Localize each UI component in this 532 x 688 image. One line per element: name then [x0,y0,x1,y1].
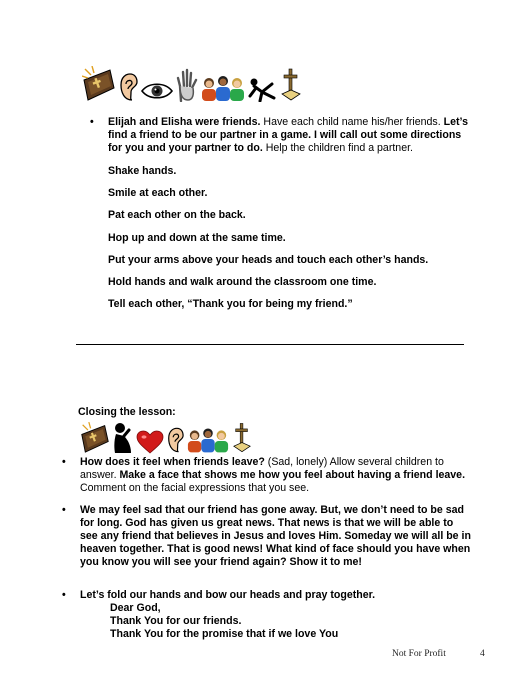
bullet-marker: • [62,456,66,468]
children-group-icon [186,426,230,454]
cross-icon [280,68,302,102]
direction-item: Tell each other, “Thank you for being my friend.” [108,298,353,310]
children-group-icon [200,74,246,102]
exercise-figure-icon [248,76,278,102]
prayer-line: Thank You for the promise that if we love You [110,628,339,640]
direction-item: Smile at each other. [108,187,208,199]
bullet-marker: • [62,504,66,516]
hand-icon [176,68,198,102]
prayer-intro: Let’s fold our hands and bow our heads and pray together. [80,589,376,601]
page-number: 4 [480,649,485,659]
closing-item-good-news [62,504,472,569]
closing-item-prayer [62,589,472,641]
direction-item: Shake hands. [108,165,177,177]
eye-icon [140,80,174,102]
bullet-marker: • [62,589,66,601]
prayer-line: Dear God, [110,602,161,614]
closing-heading: Closing the lesson: [78,406,176,418]
bible-icon [82,66,116,102]
closing-icon-strip [80,422,252,454]
cross-icon [232,422,252,454]
closing-item-feelings [62,456,472,495]
ear-icon [166,426,184,454]
bible-icon [80,422,110,454]
footer-note: Not For Profit [392,649,446,659]
good-news-paragraph: We may feel sad that our friend has gone away. But, we don’t need to be sad for long. God has given us great news. That news is that we will be able to see any friend that believes in Jesus and loves Him. Someday we will all be in heaven together. That is good news! What kind of face should you have when you know you will see your friend again? Show it to me! [80,504,471,568]
prayer-line: Thank You for our friends. [110,615,242,627]
direction-item: Hop up and down at the same time. [108,232,286,244]
ear-icon [118,72,138,102]
direction-item: Hold hands and walk around the classroom one time. [108,276,377,288]
friends-activity-item [90,116,468,155]
lesson-icon-strip [82,66,302,102]
bullet-marker: • [90,116,94,128]
direction-item: Pat each other on the back. [108,209,246,221]
heart-icon [136,430,164,454]
praying-child-icon [112,422,134,454]
direction-item: Put your arms above your heads and touch each other’s hands. [108,254,429,266]
prayer-lines [110,602,472,641]
friends-intro-paragraph: Elijah and Elisha were friends. Have each child name his/her friends. Let’s find a friend to be our partner in a game. I will call out some directions for you and your partner to do. Help the children find a partner. [108,116,468,154]
section-divider [76,344,464,345]
feelings-paragraph: How does it feel when friends leave? (Sad, lonely) Allow several children to answer. Make a face that shows me how you feel about having a friend leave. Comment on the facial expressions that you see. [80,456,466,494]
